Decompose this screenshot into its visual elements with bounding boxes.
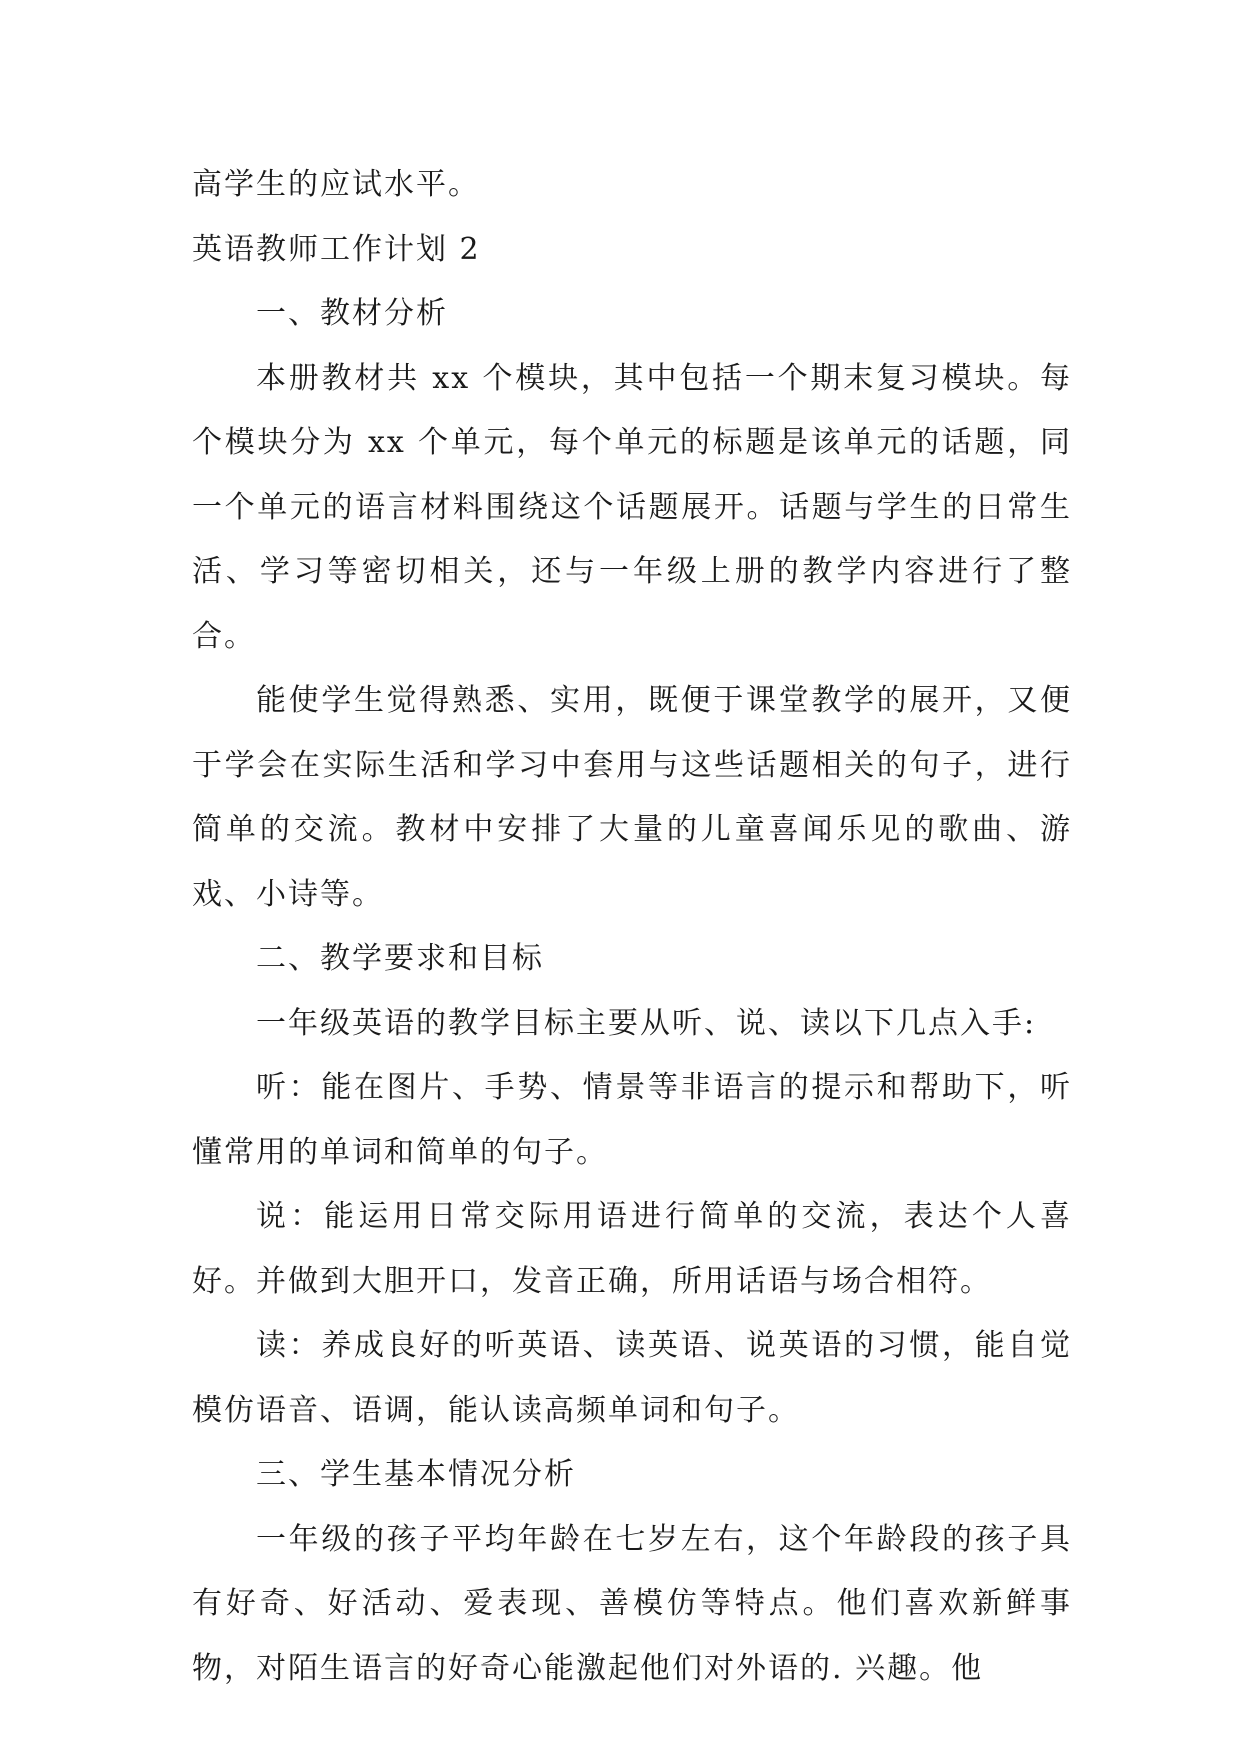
section-heading-2: 二、教学要求和目标 — [256, 941, 544, 976]
section-1-paragraph-2: 能使学生觉得熟悉、实用，既便于课堂教学的展开，又便于学会在实际生活和学习中套用与这些话题相关的句子，进行简单的交流。教材中安排了大量的儿童喜闻乐见的歌曲、游戏、小诗等。 — [192, 683, 1072, 912]
document-title: 英语教师工作计划 2 — [192, 231, 481, 267]
document-body — [192, 153, 1072, 1701]
section-heading-3: 三、学生基本情况分析 — [256, 1457, 576, 1492]
section-2-paragraph-4: 读：养成良好的听英语、读英语、说英语的习惯，能自觉模仿语音、语调，能认读高频单词和句子。 — [192, 1328, 1072, 1428]
section-heading-1: 一、教材分析 — [256, 296, 448, 331]
section-3-paragraph-1: 一年级的孩子平均年龄在七岁左右，这个年龄段的孩子具有好奇、好活动、爱表现、善模仿等特点。他们喜欢新鲜事物，对陌生语言的好奇心能激起他们对外语的. 兴趣。他 — [192, 1521, 1072, 1686]
section-2-paragraph-2: 听：能在图片、手势、情景等非语言的提示和帮助下，听懂常用的单词和简单的句子。 — [192, 1070, 1072, 1170]
continued-text-line: 高学生的应试水平。 — [192, 167, 480, 202]
section-1-paragraph-1: 本册教材共 xx 个模块，其中包括一个期末复习模块。每个模块分为 xx 个单元，每个单元的标题是该单元的话题，同一个单元的语言材料围绕这个话题展开。话题与学生的日常生活、学习等密切相关，还与一年级上册的教学内容进行了整合。 — [192, 360, 1072, 654]
section-2-paragraph-1: 一年级英语的教学目标主要从听、说、读以下几点入手: — [256, 1005, 1037, 1041]
section-2-paragraph-3: 说：能运用日常交际用语进行简单的交流，表达个人喜好。并做到大胆开口，发音正确，所用话语与场合相符。 — [192, 1199, 1072, 1299]
